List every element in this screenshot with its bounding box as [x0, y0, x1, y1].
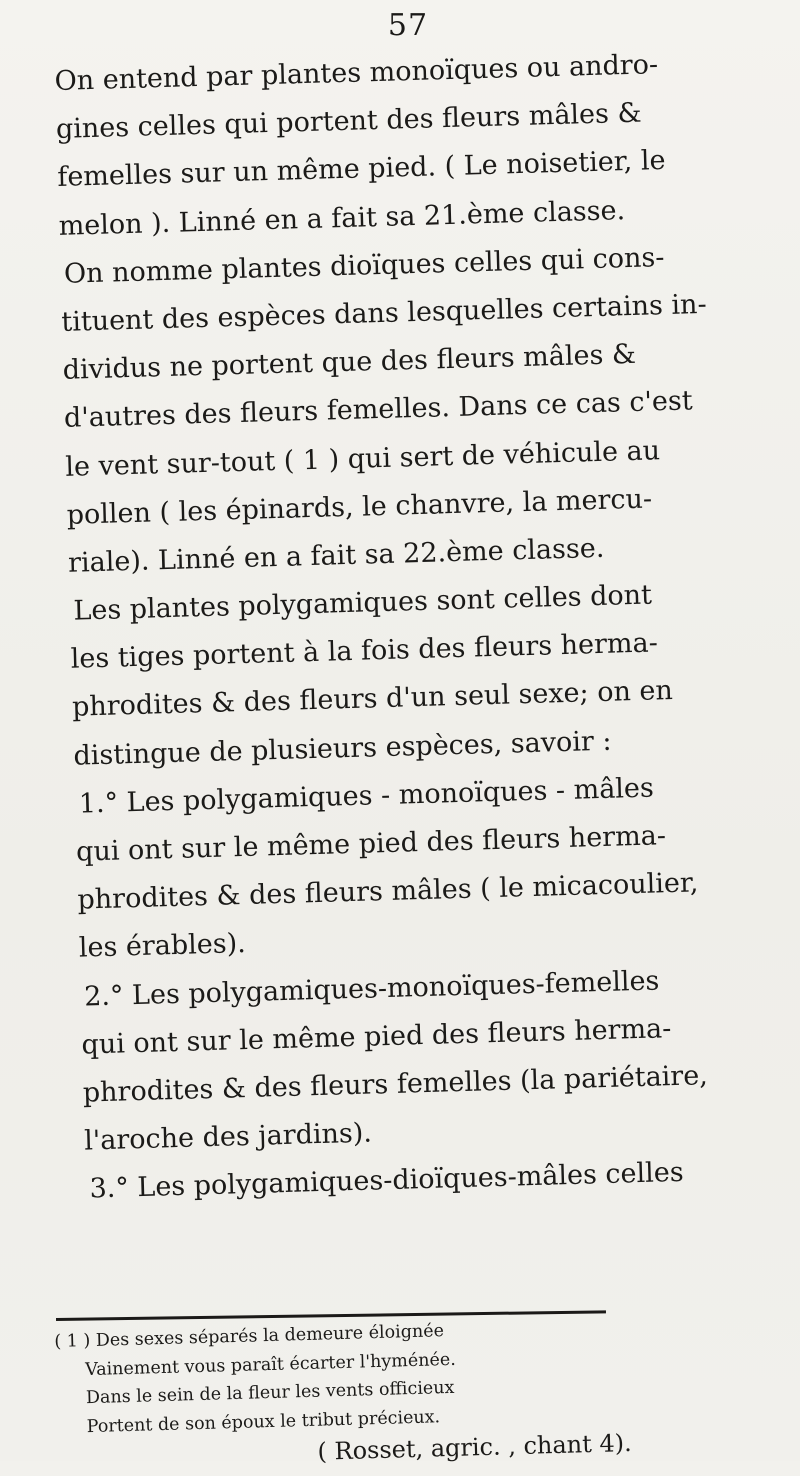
page-number: 57	[387, 8, 429, 43]
main-text	[54, 38, 796, 1214]
text-line: les érables).	[78, 928, 247, 965]
text-line: gines celles qui portent des fleurs mâles &	[55, 97, 642, 146]
text-line: qui ont sur le même pied des fleurs herma-	[81, 1012, 672, 1061]
text-line: On entend par plantes monoïques ou andro-	[54, 49, 659, 97]
footnote-citation: ( Rosset, agric. , chant 4).	[317, 1429, 633, 1467]
text-line: distingue de plusieurs espèces, savoir :	[73, 725, 612, 772]
footnote-line: ( 1 ) Des sexes séparés la demeure éloignée	[54, 1321, 445, 1352]
footnote	[54, 1308, 758, 1470]
text-line: femelles sur un même pied. ( Le noisetier, le	[56, 145, 666, 194]
text-line: phrodites & des fleurs femelles (la pariétaire,	[82, 1060, 709, 1109]
text-line: riale). Linné en a fait sa 22.ème classe.	[67, 532, 605, 579]
text-line: phrodites & des fleurs d'un seul sexe; on en	[71, 675, 674, 724]
footnote-line: Dans le sein de la fleur les vents officieux	[85, 1378, 455, 1409]
text-line: melon ). Linné en a fait sa 21.ème classe.	[58, 194, 626, 242]
text-line: 1.° Les polygamiques - monoïques - mâles	[78, 772, 655, 820]
text-line: les tiges portent à la fois des fleurs herma-	[70, 627, 659, 676]
footnote-line: Vainement vous paraît écarter l'hyménée.	[84, 1349, 457, 1380]
text-line: le vent sur-tout ( 1 ) qui sert de véhicule au	[64, 434, 661, 483]
text-line: d'autres des fleurs femelles. Dans ce cas c'est	[63, 385, 694, 435]
text-line: On nomme plantes dioïques celles qui cons-	[63, 241, 665, 290]
text-line: phrodites & des fleurs mâles ( le micacoulier,	[77, 867, 699, 916]
text-line: tituent des espèces dans lesquelles certains in-	[60, 288, 708, 338]
text-line: l'aroche des jardins).	[83, 1117, 373, 1157]
text-line: dividus ne portent que des fleurs mâles &	[62, 338, 637, 386]
text-line: Les plantes polygamiques sont celles dont	[73, 579, 653, 627]
text-line: qui ont sur le même pied des fleurs herma-	[75, 820, 667, 868]
text-line: pollen ( les épinards, le chanvre, la mercu-	[66, 483, 653, 531]
footnote-line: Portent de son époux le tribut précieux.	[86, 1407, 441, 1437]
text-line: 3.° Les polygamiques-dioïques-mâles celles	[89, 1157, 685, 1205]
text-line: 2.° Les polygamiques-monoïques-femelles	[83, 965, 660, 1013]
